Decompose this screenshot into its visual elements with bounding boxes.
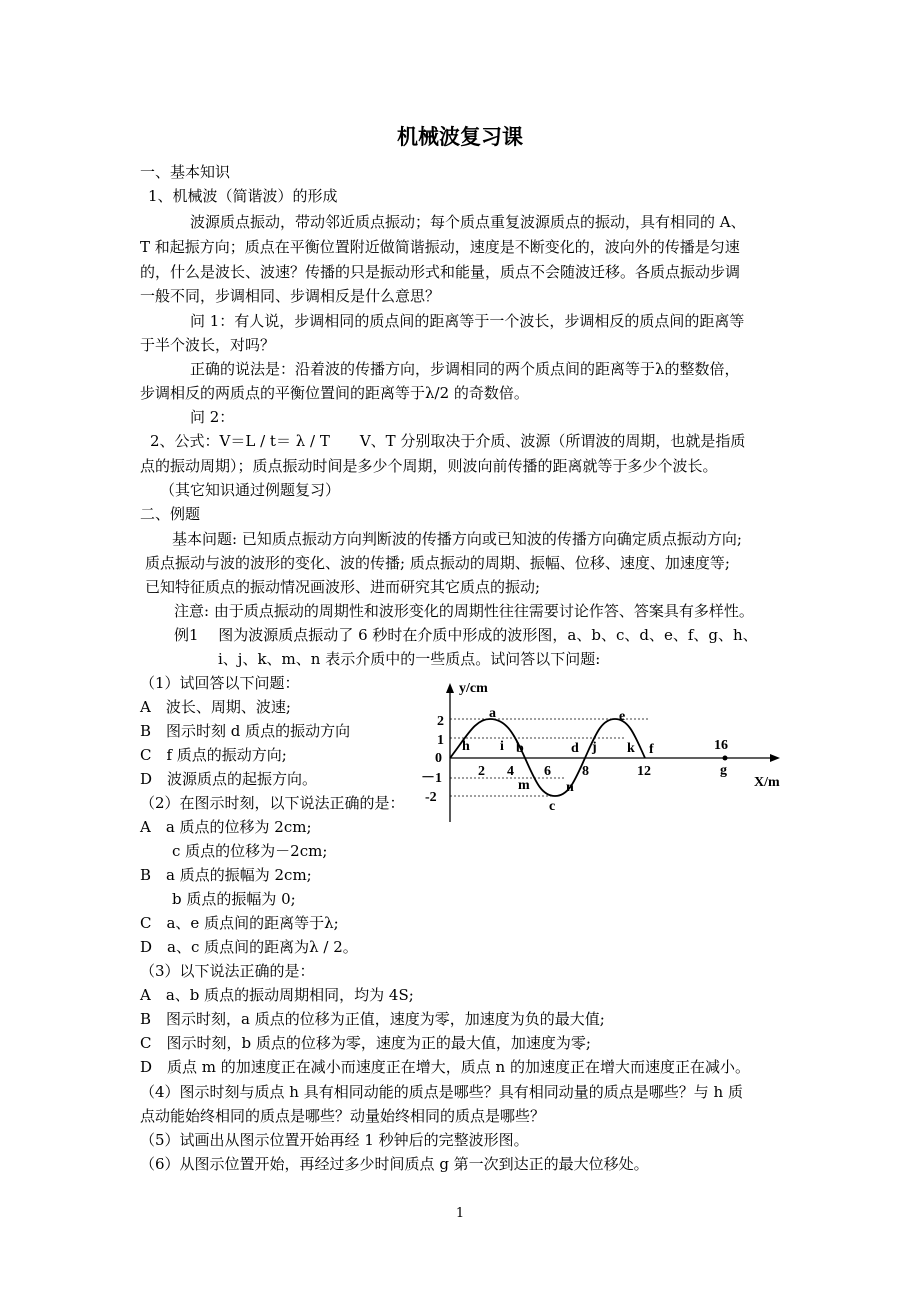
page-title: 机械波复习课 bbox=[397, 124, 523, 149]
point-label-n: n bbox=[566, 780, 574, 795]
answer-line: 正确的说法是：沿着波的传播方向，步调相同的两个质点间的距离等于λ的整数倍， bbox=[190, 360, 740, 378]
point-label-i: i bbox=[500, 739, 504, 754]
y-axis-arrow bbox=[446, 683, 454, 693]
section-heading-basics: 一、基本知识 bbox=[140, 163, 231, 181]
x-axis-label: X/m bbox=[754, 775, 780, 790]
point-label-c: c bbox=[549, 799, 556, 814]
question-part-5: （5）试画出从图示位置开始再经 1 秒钟后的完整波形图。 bbox=[140, 1131, 529, 1149]
point-label-m: m bbox=[518, 778, 530, 793]
option-line: A a 质点的位移为 2cm; bbox=[140, 818, 312, 836]
x-tick-12: 12 bbox=[637, 764, 651, 779]
question-2-line: 问 2： bbox=[190, 408, 235, 426]
y-tick-2: 2 bbox=[437, 714, 444, 729]
point-label-a: a bbox=[489, 706, 496, 721]
y-tick-neg2: -2 bbox=[425, 790, 437, 805]
option-line: A a、b 质点的振动周期相同，均为 4S; bbox=[140, 986, 414, 1004]
y-tick-0: 0 bbox=[435, 751, 442, 766]
question-part-6: （6）从图示位置开始，再经过多少时间质点 g 第一次到达正的最大位移处。 bbox=[140, 1155, 649, 1173]
point-label-d: d bbox=[571, 741, 579, 756]
paragraph-line: T 和起振方向；质点在平衡位置附近做简谐振动，速度是不断变化的，波向外的传播是匀速 bbox=[140, 238, 740, 256]
y-tick-neg1: －1 bbox=[421, 771, 442, 786]
point-label-g: g bbox=[720, 763, 727, 778]
question-part-4: 点动能始终相同的质点是哪些？动量始终相同的质点是哪些？ bbox=[140, 1107, 546, 1125]
x-tick-16: 16 bbox=[714, 738, 728, 753]
question-part-4: （4）图示时刻与质点 h 具有相同动能的质点是哪些？具有相同动量的质点是哪些？与 h 质 bbox=[140, 1083, 743, 1101]
x-tick-8: 8 bbox=[582, 764, 589, 779]
option-line: C f 质点的振动方向; bbox=[140, 746, 287, 764]
question-part-3: （3）以下说法正确的是： bbox=[140, 962, 315, 980]
option-line: c 质点的位移为－2cm; bbox=[172, 842, 328, 860]
option-line: b 质点的振幅为 0; bbox=[172, 890, 296, 908]
formula-line: 2、公式：V＝L / t＝ λ / T V、T 分别取决于介质、波源（所谓波的周期，也就是指质 bbox=[150, 432, 746, 450]
paragraph-line: 波源质点振动，带动邻近质点振动；每个质点重复波源质点的振动，具有相同的 A、 bbox=[190, 213, 746, 231]
question-1-line: 问 1：有人说，步调相同的质点间的距离等于一个波长，步调相反的质点间的距离等 bbox=[190, 312, 745, 330]
example-1-line: i、j、k、m、n 表示介质中的一些质点。试问答以下问题: bbox=[218, 650, 601, 668]
option-line: C a、e 质点间的距离等于λ; bbox=[140, 914, 339, 932]
option-line: C 图示时刻，b 质点的位移为零，速度为正的最大值，加速度为零; bbox=[140, 1034, 591, 1052]
x-tick-4: 4 bbox=[507, 764, 514, 779]
basic-problem-line: 基本问题: 已知质点振动方向判断波的传播方向或已知波的传播方向确定质点振动方向; bbox=[172, 530, 742, 548]
option-line: D a、c 质点间的距离为λ / 2。 bbox=[140, 938, 358, 956]
subheading-wave-formation: 1、机械波（简谐波）的形成 bbox=[148, 187, 338, 205]
wave-figure bbox=[415, 674, 790, 824]
option-line: D 波源质点的起振方向。 bbox=[140, 770, 318, 788]
example-1-line: 例1 图为波源质点振动了 6 秒时在介质中形成的波形图，a、b、c、d、e、f、g、h、 bbox=[174, 626, 758, 644]
basic-problem-line: 已知特征质点的振动情况画波形、进而研究其它质点的振动; bbox=[145, 578, 541, 596]
y-tick-1: 1 bbox=[437, 733, 444, 748]
section-heading-examples: 二、例题 bbox=[140, 505, 201, 523]
question-part-1: （1）试回答以下问题： bbox=[140, 674, 300, 692]
basic-problem-line: 质点振动与波的波形的变化、波的传播; 质点振动的周期、振幅、位移、速度、加速度等; bbox=[145, 554, 730, 572]
option-line: B a 质点的振幅为 2cm; bbox=[140, 866, 312, 884]
point-label-f: f bbox=[649, 742, 654, 757]
formula-line: 点的振动周期）；质点振动时间是多少个周期，则波向前传播的距离就等于多少个波长。 bbox=[140, 457, 718, 475]
answer-line: 步调相反的两质点的平衡位置间的距离等于λ/2 的奇数倍。 bbox=[140, 384, 529, 402]
x-axis-arrow bbox=[770, 754, 780, 762]
point-label-e: e bbox=[619, 709, 626, 724]
point-label-h: h bbox=[462, 739, 470, 754]
point-g-dot bbox=[723, 756, 728, 761]
y-axis-label: y/cm bbox=[459, 681, 488, 696]
page-number: 1 bbox=[455, 1206, 465, 1221]
paragraph-line: 一般不同，步调相同、步调相反是什么意思？ bbox=[140, 287, 441, 305]
x-tick-6: 6 bbox=[544, 764, 551, 779]
point-label-k: k bbox=[627, 741, 635, 756]
option-line: B 图示时刻，a 质点的位移为正值，速度为零，加速度为负的最大值; bbox=[140, 1010, 605, 1028]
attention-line: 注意: 由于质点振动的周期性和波形变化的周期性往往需要讨论作答、答案具有多样性。 bbox=[174, 602, 754, 620]
question-1-line: 于半个波长，对吗？ bbox=[140, 336, 276, 354]
x-tick-2: 2 bbox=[478, 764, 485, 779]
paragraph-line: 的，什么是波长、波速？传播的只是振动形式和能量，质点不会随波迁移。各质点振动步调 bbox=[140, 263, 741, 281]
point-label-j: j bbox=[592, 740, 597, 755]
option-line: D 质点 m 的加速度正在减小而速度正在增大，质点 n 的加速度正在增大而速度正在减小。 bbox=[140, 1058, 750, 1076]
point-label-b: b bbox=[516, 741, 524, 756]
option-line: B 图示时刻 d 质点的振动方向 bbox=[140, 722, 351, 740]
question-part-2: （2）在图示时刻，以下说法正确的是： bbox=[140, 794, 405, 812]
option-line: A 波长、周期、波速; bbox=[140, 698, 291, 716]
note-line: （其它知识通过例题复习） bbox=[160, 481, 341, 499]
